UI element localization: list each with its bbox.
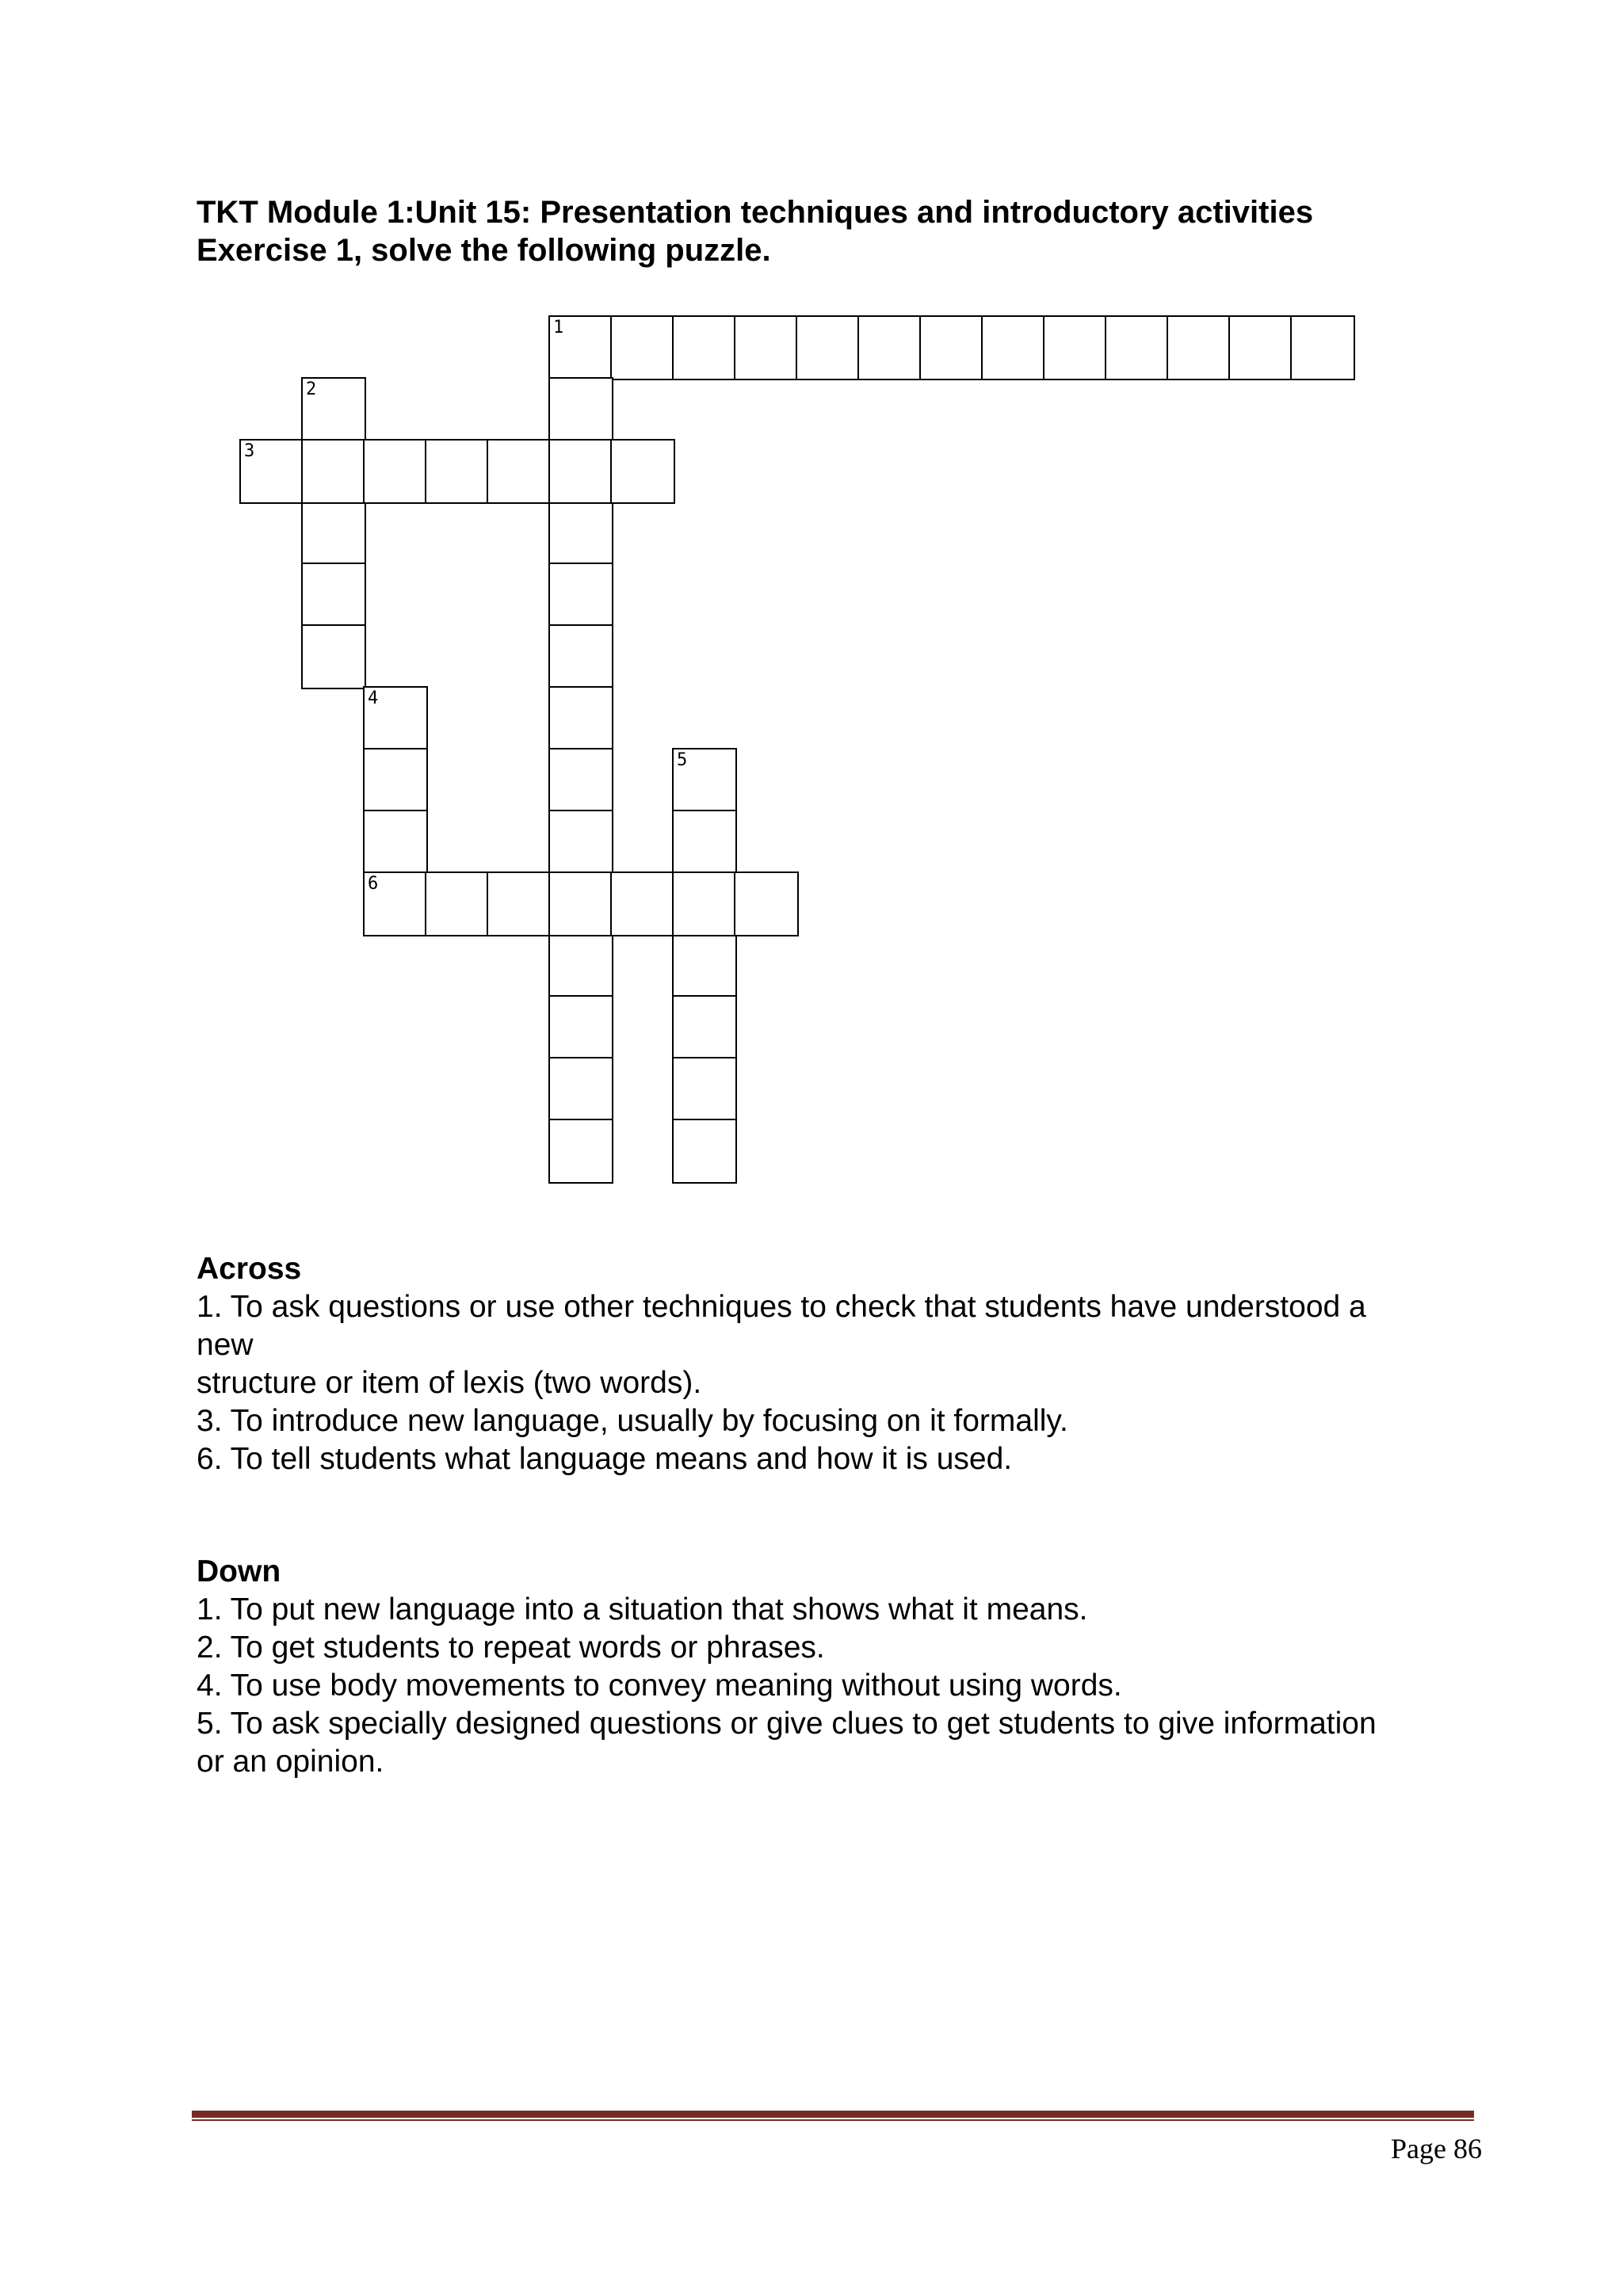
down-clue-line: or an opinion. [197, 1745, 384, 1779]
crossword-cell[interactable] [548, 1057, 613, 1122]
page-number: Page 86 [1391, 2133, 1482, 2164]
crossword-cell[interactable] [857, 315, 922, 380]
crossword-cell[interactable] [363, 439, 428, 504]
crossword-cell[interactable] [548, 624, 613, 689]
crossword-cell[interactable] [672, 810, 737, 875]
unit-title: TKT Module 1:Unit 15: Presentation techniques and introductory activities [197, 195, 1314, 230]
across-clue-line: new [197, 1328, 254, 1362]
crossword-cell[interactable] [548, 686, 613, 751]
crossword-cell[interactable] [548, 933, 613, 998]
crossword-cell[interactable] [548, 748, 613, 813]
down-heading: Down [197, 1554, 281, 1589]
crossword-cell[interactable] [1105, 315, 1170, 380]
crossword-cell[interactable] [672, 995, 737, 1060]
crossword-cell[interactable] [363, 748, 428, 813]
clue-number: 2 [306, 379, 317, 399]
numbered-cell-2[interactable] [301, 377, 366, 442]
crossword-cell[interactable] [301, 624, 366, 689]
crossword-cell[interactable] [672, 933, 737, 998]
crossword-cell[interactable] [919, 315, 984, 380]
footer-divider [192, 2111, 1474, 2122]
crossword-cell[interactable] [672, 315, 737, 380]
numbered-cell-6[interactable] [363, 871, 428, 936]
down-clue-line: 2. To get students to repeat words or phrases. [197, 1630, 825, 1665]
crossword-cell[interactable] [548, 377, 613, 442]
clue-number: 4 [368, 688, 379, 708]
crossword-cell[interactable] [672, 1057, 737, 1122]
clue-number: 5 [677, 750, 688, 770]
crossword-cell[interactable] [1290, 315, 1355, 380]
crossword-cell[interactable] [301, 439, 366, 504]
across-clue-line: structure or item of lexis (two words). [197, 1366, 702, 1400]
across-clue-line: 6. To tell students what language means and how it is used. [197, 1442, 1013, 1476]
crossword-cell[interactable] [548, 871, 613, 936]
down-clue-line: 4. To use body movements to convey meaning without using words. [197, 1669, 1122, 1703]
across-clue-line: 3. To introduce new language, usually by focusing on it formally. [197, 1404, 1068, 1438]
down-clue-line: 1. To put new language into a situation that shows what it means. [197, 1592, 1088, 1627]
crossword-cell[interactable] [981, 315, 1046, 380]
crossword-cell[interactable] [548, 810, 613, 875]
crossword-cell[interactable] [548, 1119, 613, 1184]
crossword-cell[interactable] [425, 439, 490, 504]
crossword-cell[interactable] [301, 563, 366, 627]
crossword-cell[interactable] [487, 871, 552, 936]
across-clues [197, 1250, 1366, 1478]
crossword-cell[interactable] [610, 315, 675, 380]
crossword-cell[interactable] [1228, 315, 1293, 380]
crossword-cell[interactable] [487, 439, 552, 504]
numbered-cell-1[interactable] [548, 315, 613, 380]
crossword-cell[interactable] [610, 871, 675, 936]
crossword-cell[interactable] [1043, 315, 1108, 380]
exercise-instruction: Exercise 1, solve the following puzzle. [197, 233, 771, 268]
numbered-cell-5[interactable] [672, 748, 737, 813]
clue-number: 6 [368, 874, 379, 894]
crossword-cell[interactable] [672, 1119, 737, 1184]
crossword-cell[interactable] [548, 995, 613, 1060]
crossword-cell[interactable] [548, 563, 613, 627]
crossword-cell[interactable] [548, 439, 613, 504]
crossword-cell[interactable] [1167, 315, 1232, 380]
crossword-cell[interactable] [610, 439, 675, 504]
crossword-cell[interactable] [734, 315, 799, 380]
crossword-cell[interactable] [363, 810, 428, 875]
crossword-cell[interactable] [301, 501, 366, 566]
clue-number: 1 [553, 318, 564, 338]
crossword-cell[interactable] [548, 501, 613, 566]
numbered-cell-3[interactable] [239, 439, 304, 504]
across-heading: Across [197, 1252, 302, 1286]
crossword-cell[interactable] [734, 871, 799, 936]
across-clue-line: 1. To ask questions or use other techniques to check that students have understood a [197, 1290, 1366, 1324]
down-clues [197, 1553, 1377, 1781]
crossword-cell[interactable] [672, 871, 737, 936]
crossword-cell[interactable] [796, 315, 861, 380]
down-clue-line: 5. To ask specially designed questions or give clues to get students to give information [197, 1707, 1377, 1741]
clue-number: 3 [244, 441, 255, 461]
numbered-cell-4[interactable] [363, 686, 428, 751]
crossword-cell[interactable] [425, 871, 490, 936]
